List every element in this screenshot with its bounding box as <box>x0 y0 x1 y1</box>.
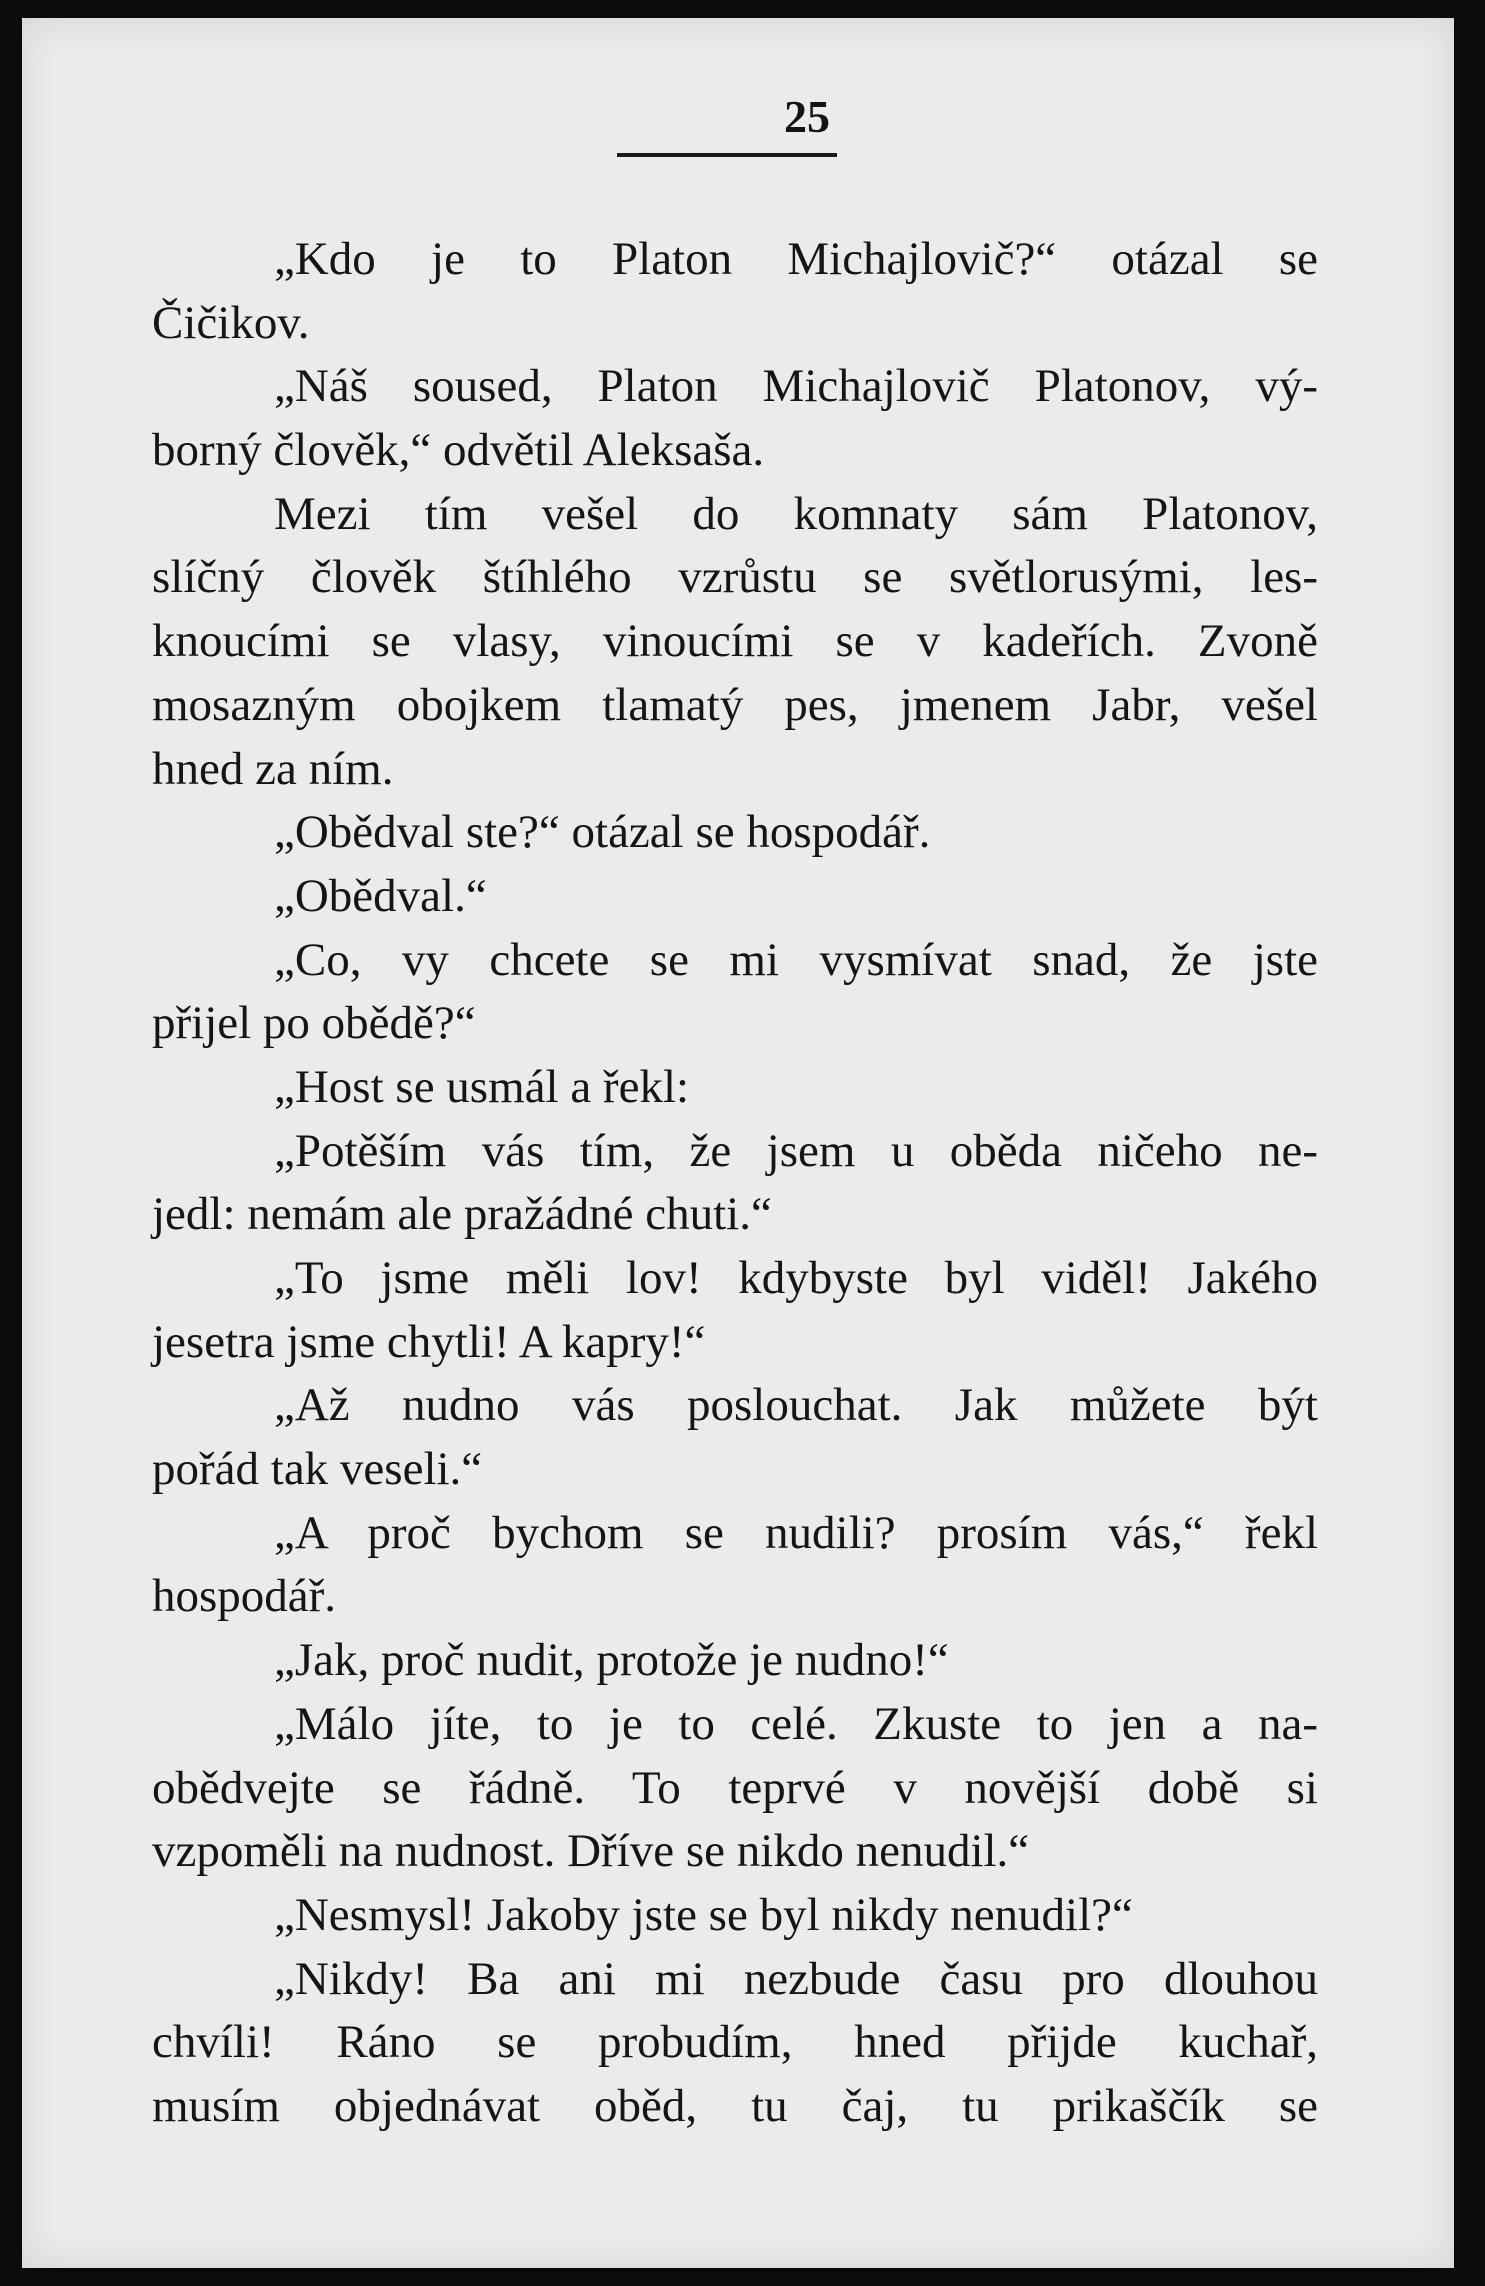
text-line: Čičikov. <box>152 296 310 349</box>
text-line: musím objednávat oběd, tu čaj, tu prikaščík se <box>152 2079 1318 2132</box>
text-line: hospodář. <box>152 1570 337 1623</box>
text-line: chvíli! Ráno se probudím, hned přijde kuchař, <box>152 2016 1318 2069</box>
body-text <box>152 228 1318 2139</box>
text-line: slíčný člověk štíhlého vzrůstu se světlorusými, les- <box>152 551 1318 604</box>
text-line: „Náš soused, Platon Michajlovič Platonov, vý- <box>274 360 1318 413</box>
text-line: „Jak, proč nudit, protože je nudno!“ <box>274 1634 949 1687</box>
text-line: „A proč bychom se nudili? prosím vás,“ řekl <box>274 1506 1318 1559</box>
text-line: „Co, vy chcete se mi vysmívat snad, že jste <box>274 933 1318 986</box>
header-rule <box>617 153 837 157</box>
text-line: obědvejte se řádně. To teprvé v novější době si <box>152 1761 1318 1814</box>
text-line: hned za ním. <box>152 742 394 795</box>
text-line: „To jsme měli lov! kdybyste byl viděl! Jakého <box>274 1252 1318 1304</box>
text-line: „Nikdy! Ba ani mi nezbude času pro dlouhou <box>274 1952 1318 2005</box>
text-line: „Obědval.“ <box>274 869 487 922</box>
book-page <box>22 18 1454 2268</box>
text-line: jedl: nemám ale pražádné chuti.“ <box>152 1188 772 1241</box>
text-line: borný člověk,“ odvětil Aleksaša. <box>152 424 765 477</box>
text-line: „Potěším vás tím, že jsem u oběda ničeho ne- <box>274 1124 1318 1177</box>
text-line: knoucími se vlasy, vinoucími se v kadeřích. Zvoně <box>152 615 1318 668</box>
text-line: pořád tak veseli.“ <box>152 1443 483 1496</box>
text-line: mosazným obojkem tlamatý pes, jmenem Jabr, vešel <box>152 678 1318 731</box>
text-line: „Host se usmál a řekl: <box>274 1060 690 1113</box>
text-line: Mezi tím vešel do komnaty sám Platonov, <box>274 487 1318 540</box>
text-line: „Nesmysl! Jakoby jste se byl nikdy nenudil?“ <box>274 1888 1133 1941</box>
text-line: „Až nudno vás poslouchat. Jak můžete být <box>274 1379 1318 1432</box>
text-line: přijel po obědě?“ <box>152 997 476 1050</box>
text-line: „Kdo je to Platon Michajlovič?“ otázal se <box>274 233 1318 285</box>
text-line: „Obědval ste?“ otázal se hospodář. <box>274 806 931 859</box>
text-line: jesetra jsme chytli! A kapry!“ <box>152 1315 706 1368</box>
text-line: „Málo jíte, to je to celé. Zkuste to jen a na- <box>274 1697 1318 1750</box>
page-number: 25 <box>784 91 830 142</box>
text-line: vzpoměli na nudnost. Dříve se nikdo nenudil.“ <box>152 1825 1030 1878</box>
